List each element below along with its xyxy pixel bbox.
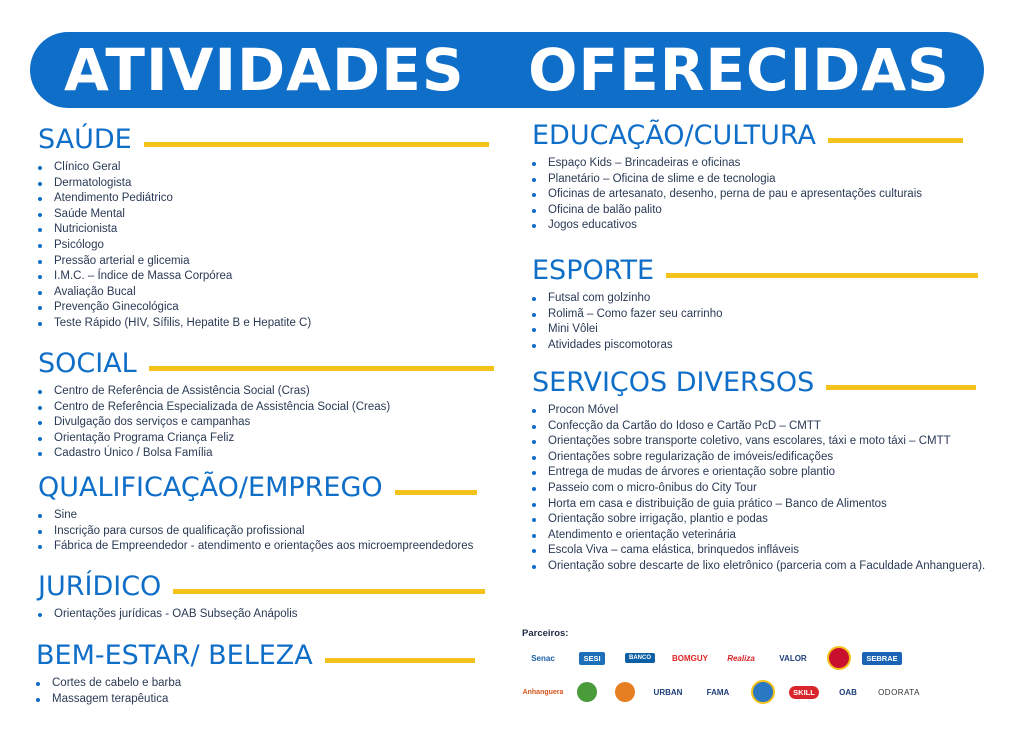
list-item: Pressão arterial e glicemia — [38, 254, 498, 270]
list-item: Cadastro Único / Bolsa Família — [38, 446, 498, 462]
section-underline — [173, 589, 485, 594]
seal-icon — [577, 682, 597, 702]
section-educacao — [532, 120, 992, 234]
section-underline — [325, 658, 475, 663]
list-item: Inscrição para cursos de qualificação profissional — [38, 524, 498, 540]
list-item: Prevenção Ginecológica — [38, 300, 498, 316]
urban-logo — [648, 680, 688, 704]
list-item: Oficina de balão palito — [532, 203, 992, 219]
section-title: SOCIAL — [38, 348, 137, 379]
list-item: Fábrica de Empreendedor - atendimento e orientações aos microempreendedores — [38, 539, 498, 555]
list-item: Orientações jurídicas - OAB Subseção Anápolis — [38, 607, 498, 623]
section-title: JURÍDICO — [38, 571, 162, 602]
seal-icon — [615, 682, 635, 702]
list-item: Teste Rápido (HIV, Sífilis, Hepatite B e Hepatite C) — [38, 316, 498, 332]
bank-logo — [620, 646, 660, 670]
section-title: SERVIÇOS DIVERSOS — [532, 367, 815, 398]
anhanguera-logo — [522, 680, 564, 704]
logo-text: Anhanguera — [522, 688, 564, 696]
item-list — [532, 291, 992, 353]
partners-block — [522, 628, 992, 697]
list-item: Confecção da Cartão do Idoso e Cartão PcD – CMTT — [532, 419, 1002, 435]
section-title: EDUCAÇÃO/CULTURA — [532, 120, 816, 151]
list-item: Nutricionista — [38, 222, 498, 238]
section-qualificacao — [38, 472, 498, 555]
senac-logo — [522, 646, 564, 670]
list-item: Cortes de cabelo e barba — [36, 676, 496, 692]
list-item: Futsal com golzinho — [532, 291, 992, 307]
list-item: Espaço Kids – Brincadeiras e oficinas — [532, 156, 992, 172]
list-item: Saúde Mental — [38, 207, 498, 223]
list-item: Procon Móvel — [532, 403, 1002, 419]
emblem-logo — [824, 646, 854, 670]
realiza-logo — [720, 646, 762, 670]
item-list — [532, 156, 992, 234]
list-item: Orientação sobre descarte de lixo eletrônico (parceria com a Faculdade Anhanguera). — [532, 559, 1002, 575]
list-item: Entrega de mudas de árvores e orientação sobre plantio — [532, 465, 1002, 481]
odorata-logo — [874, 680, 924, 704]
green-seal-logo — [572, 680, 602, 704]
list-item: Orientações sobre transporte coletivo, vans escolares, táxi e moto táxi – CMTT — [532, 434, 1002, 450]
list-item: Orientação Programa Criança Feliz — [38, 431, 498, 447]
logo-text: BANCO — [625, 653, 655, 663]
section-social — [38, 348, 498, 462]
logo-text: SESI — [579, 652, 604, 665]
seal-icon — [751, 680, 775, 704]
partner-logos-row-2 — [522, 680, 932, 704]
page-title: ATIVIDADES OFERECIDAS — [64, 36, 950, 104]
list-item: I.M.C. – Índice de Massa Corpórea — [38, 269, 498, 285]
list-item: Centro de Referência de Assistência Social (Cras) — [38, 384, 498, 400]
list-item: Atendimento e orientação veterinária — [532, 528, 1002, 544]
list-item: Psicólogo — [38, 238, 498, 254]
logo-text: BOMGUY — [672, 653, 708, 663]
bomguy-logo — [668, 646, 712, 670]
title-banner — [30, 32, 984, 108]
list-item: Oficinas de artesanato, desenho, perna de pau e apresentações culturais — [532, 187, 992, 203]
section-juridico — [38, 571, 498, 623]
partner-logos-row-1 — [522, 646, 910, 670]
list-item: Orientação sobre irrigação, plantio e podas — [532, 512, 1002, 528]
logo-text: Realiza — [727, 653, 755, 663]
item-list — [38, 508, 498, 555]
skill-logo — [786, 680, 822, 704]
list-item: Mini Vôlei — [532, 322, 992, 338]
section-title: SAÚDE — [38, 124, 132, 155]
section-underline — [395, 490, 477, 495]
partners-label: Parceiros: — [522, 628, 569, 639]
list-item: Massagem terapêutica — [36, 692, 496, 708]
list-item: Escola Viva – cama elástica, brinquedos infláveis — [532, 543, 1002, 559]
list-item: Orientações sobre regularização de imóveis/edificações — [532, 450, 1002, 466]
list-item: Planetário – Oficina de slime e de tecnologia — [532, 172, 992, 188]
logo-text: VALOR — [779, 653, 807, 663]
logo-text: ODORATA — [878, 687, 920, 697]
item-list — [36, 676, 496, 707]
blue-seal-logo — [748, 680, 778, 704]
section-saude — [38, 124, 498, 332]
item-list — [38, 607, 498, 623]
list-item: Divulgação dos serviços e campanhas — [38, 415, 498, 431]
list-item: Sine — [38, 508, 498, 524]
sesi-logo — [572, 646, 612, 670]
list-item: Clínico Geral — [38, 160, 498, 176]
section-underline — [149, 366, 494, 371]
list-item: Centro de Referência Especializada de Assistência Social (Creas) — [38, 400, 498, 416]
section-bemestar — [36, 640, 496, 707]
list-item: Atividades piscomotoras — [532, 338, 992, 354]
oab-logo — [830, 680, 866, 704]
logo-text: SEBRAE — [862, 652, 901, 665]
item-list — [532, 403, 1002, 575]
orange-seal-logo — [610, 680, 640, 704]
item-list — [38, 160, 498, 332]
sebrae-logo — [862, 646, 902, 670]
section-underline — [144, 142, 489, 147]
logo-text: SKILL — [789, 686, 819, 699]
fama-logo — [696, 680, 740, 704]
list-item: Jogos educativos — [532, 218, 992, 234]
section-title: QUALIFICAÇÃO/EMPREGO — [38, 472, 383, 503]
list-item: Atendimento Pediátrico — [38, 191, 498, 207]
section-title: BEM-ESTAR/ BELEZA — [36, 640, 313, 671]
section-underline — [666, 273, 978, 278]
emblem-icon — [827, 646, 851, 670]
valor-logo — [770, 646, 816, 670]
logo-text: URBAN — [653, 687, 683, 697]
logo-text: FAMA — [706, 687, 730, 697]
list-item: Avaliação Bucal — [38, 285, 498, 301]
list-item: Horta em casa e distribuição de guia prático – Banco de Alimentos — [532, 497, 1002, 513]
list-item: Dermatologista — [38, 176, 498, 192]
logo-text: Senac — [531, 653, 555, 663]
section-underline — [828, 138, 963, 143]
list-item: Rolimã – Como fazer seu carrinho — [532, 307, 992, 323]
logo-text: OAB — [839, 687, 857, 697]
item-list — [38, 384, 498, 462]
list-item: Passeio com o micro-ônibus do City Tour — [532, 481, 1002, 497]
section-servicos — [532, 367, 1002, 575]
section-esporte — [532, 255, 992, 353]
section-title: ESPORTE — [532, 255, 655, 286]
section-underline — [826, 385, 976, 390]
